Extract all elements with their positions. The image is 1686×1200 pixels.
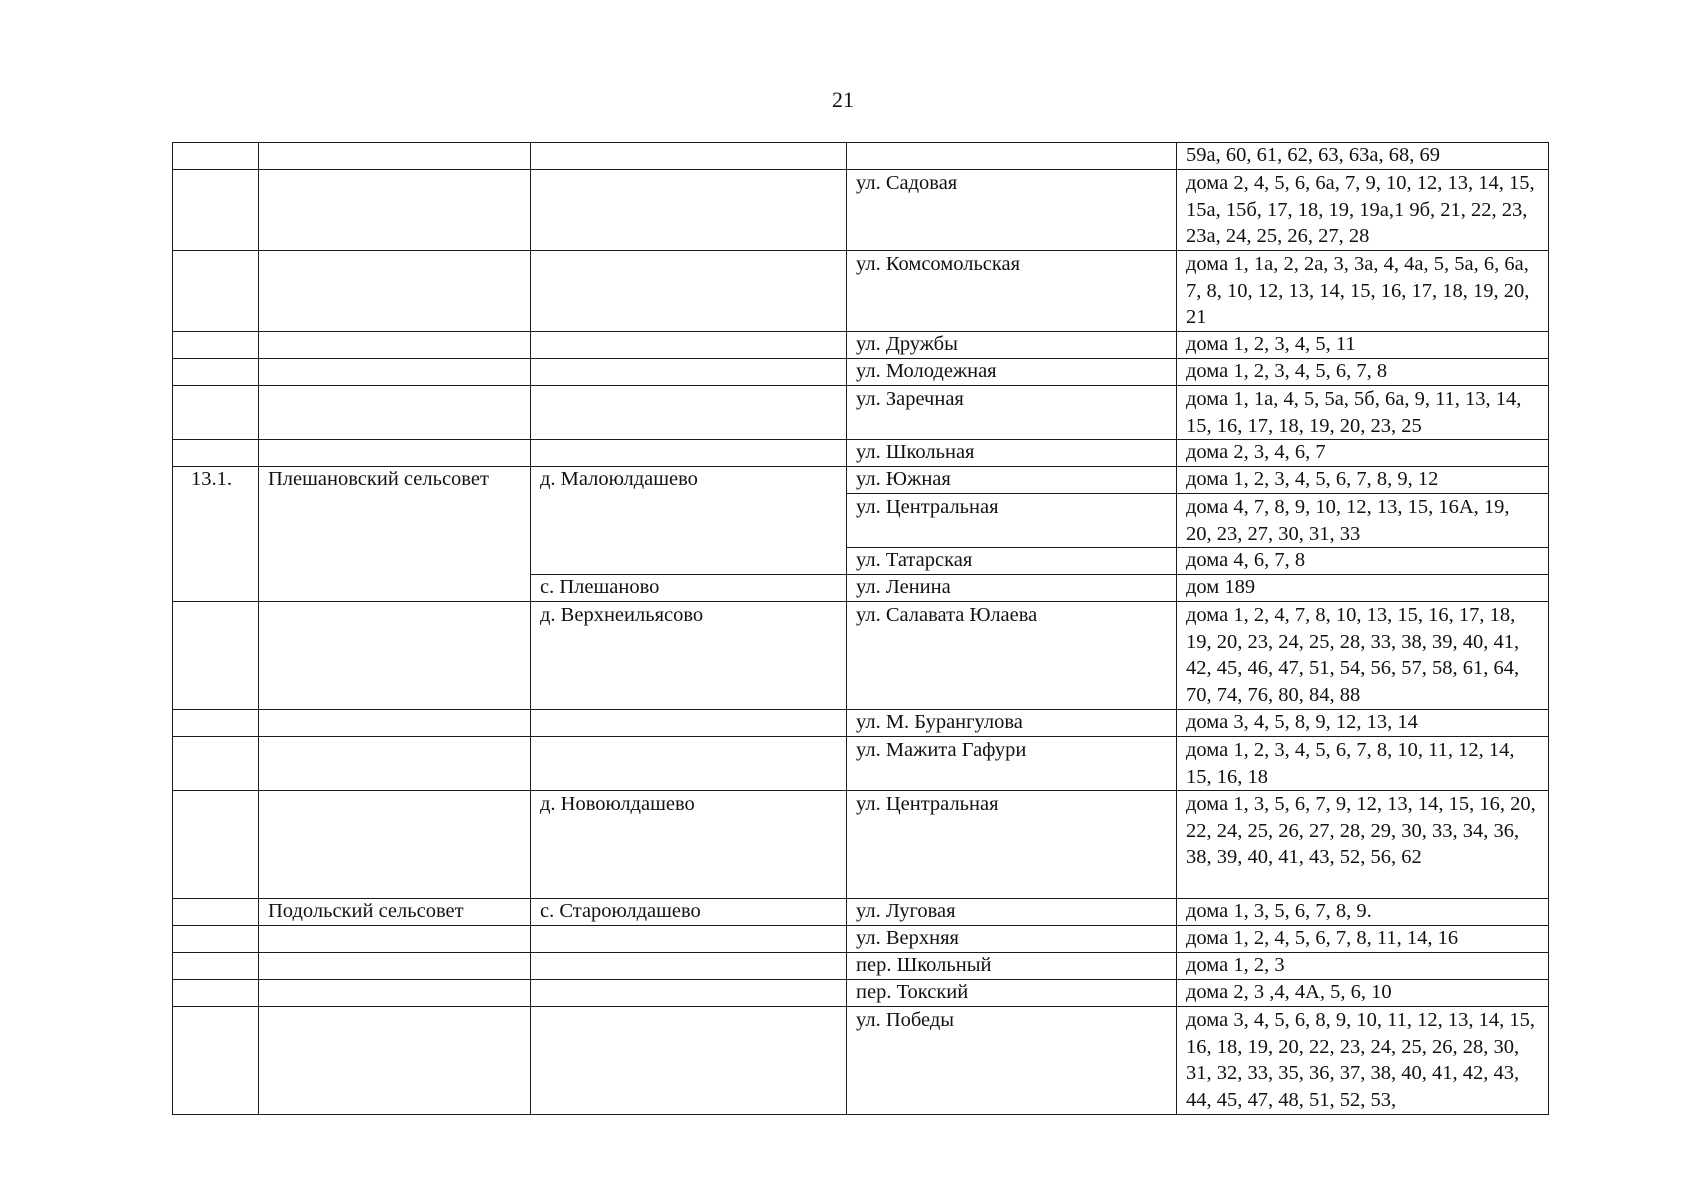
number-cell (173, 791, 259, 899)
houses-cell: дома 2, 4, 5, 6, 6а, 7, 9, 10, 12, 13, 14, 15, 15а, 15б, 17, 18, 19, 19а,1 9б, 21, 22, 23, 23а, 24, 25, 26, 27, 28 (1177, 170, 1549, 251)
council-cell (259, 386, 531, 440)
street-cell: ул. Заречная (847, 386, 1177, 440)
number-cell (173, 251, 259, 332)
street-cell: ул. Победы (847, 1007, 1177, 1115)
number-cell (173, 170, 259, 251)
table-row (173, 602, 1549, 710)
table-row (173, 980, 1549, 1007)
council-cell (259, 926, 531, 953)
settlement-cell: д. Новоюлдашево (531, 791, 847, 899)
council-cell (259, 1007, 531, 1115)
council-cell (259, 251, 531, 332)
number-cell (173, 386, 259, 440)
settlement-cell (531, 332, 847, 359)
street-cell: ул. М. Бурангулова (847, 710, 1177, 737)
houses-cell: дом 189 (1177, 575, 1549, 602)
street-cell: ул. Татарская (847, 548, 1177, 575)
table-row (173, 737, 1549, 791)
houses-cell: дома 2, 3, 4, 6, 7 (1177, 440, 1549, 467)
settlement-cell (531, 1007, 847, 1115)
houses-cell: дома 1, 2, 3, 4, 5, 6, 7, 8, 10, 11, 12, 14, 15, 16, 18 (1177, 737, 1549, 791)
table-row (173, 440, 1549, 467)
houses-cell: дома 4, 7, 8, 9, 10, 12, 13, 15, 16А, 19, 20, 23, 27, 30, 31, 33 (1177, 494, 1549, 548)
settlement-cell (531, 143, 847, 170)
settlement-cell (531, 926, 847, 953)
street-cell: пер. Токский (847, 980, 1177, 1007)
council-cell: Подольский сельсовет (259, 899, 531, 926)
number-cell (173, 1007, 259, 1115)
table-row (173, 1007, 1549, 1115)
settlement-cell (531, 440, 847, 467)
street-cell: ул. Верхняя (847, 926, 1177, 953)
houses-cell: дома 4, 6, 7, 8 (1177, 548, 1549, 575)
settlement-cell (531, 980, 847, 1007)
council-cell (259, 170, 531, 251)
houses-cell: 59а, 60, 61, 62, 63, 63а, 68, 69 (1177, 143, 1549, 170)
table-row (173, 170, 1549, 251)
street-cell: ул. Школьная (847, 440, 1177, 467)
street-cell: ул. Комсомольская (847, 251, 1177, 332)
table-row (173, 899, 1549, 926)
council-cell (259, 440, 531, 467)
houses-cell: дома 1, 2, 3 (1177, 953, 1549, 980)
number-cell (173, 953, 259, 980)
street-cell (847, 143, 1177, 170)
street-cell: ул. Садовая (847, 170, 1177, 251)
settlement-cell (531, 710, 847, 737)
table-row (173, 710, 1549, 737)
settlement-cell (531, 251, 847, 332)
houses-cell: дома 1, 2, 3, 4, 5, 11 (1177, 332, 1549, 359)
council-cell (259, 332, 531, 359)
settlement-cell (531, 737, 847, 791)
houses-cell: дома 1, 2, 3, 4, 5, 6, 7, 8 (1177, 359, 1549, 386)
street-cell: ул. Южная (847, 467, 1177, 494)
table-row (173, 251, 1549, 332)
number-cell: 13.1. (173, 467, 259, 602)
council-cell (259, 359, 531, 386)
table-row (173, 386, 1549, 440)
council-cell (259, 710, 531, 737)
table-row (173, 791, 1549, 899)
number-cell (173, 143, 259, 170)
houses-cell: дома 3, 4, 5, 8, 9, 12, 13, 14 (1177, 710, 1549, 737)
street-cell: ул. Салавата Юлаева (847, 602, 1177, 710)
settlement-cell: д. Верхнеильясово (531, 602, 847, 710)
houses-cell: дома 2, 3 ,4, 4А, 5, 6, 10 (1177, 980, 1549, 1007)
street-cell: ул. Молодежная (847, 359, 1177, 386)
number-cell (173, 602, 259, 710)
table-row (173, 332, 1549, 359)
address-table (172, 142, 1549, 1115)
table-row (173, 467, 1549, 494)
council-cell (259, 737, 531, 791)
number-cell (173, 926, 259, 953)
table-row (173, 953, 1549, 980)
settlement-cell (531, 386, 847, 440)
table-row (173, 143, 1549, 170)
houses-cell: дома 1, 1а, 2, 2а, 3, 3а, 4, 4а, 5, 5а, 6, 6а, 7, 8, 10, 12, 13, 14, 15, 16, 17, 18, 19, 20, 21 (1177, 251, 1549, 332)
table-row (173, 926, 1549, 953)
houses-cell: дома 1, 3, 5, 6, 7, 8, 9. (1177, 899, 1549, 926)
settlement-cell (531, 170, 847, 251)
houses-cell: дома 1, 2, 4, 7, 8, 10, 13, 15, 16, 17, 18, 19, 20, 23, 24, 25, 28, 33, 38, 39, 40, 41, 42, 45, 46, 47, 51, 54, 56, 57, 58, 61, 64, 70, 74, 76, 80, 84, 88 (1177, 602, 1549, 710)
street-cell: ул. Дружбы (847, 332, 1177, 359)
street-cell: ул. Центральная (847, 494, 1177, 548)
houses-cell: дома 1, 3, 5, 6, 7, 9, 12, 13, 14, 15, 16, 20, 22, 24, 25, 26, 27, 28, 29, 30, 33, 34, 36, 38, 39, 40, 41, 43, 52, 56, 62 (1177, 791, 1549, 899)
council-cell (259, 980, 531, 1007)
page-number: 21 (832, 87, 854, 112)
number-cell (173, 710, 259, 737)
settlement-cell: с. Староюлдашево (531, 899, 847, 926)
street-cell: ул. Центральная (847, 791, 1177, 899)
settlement-cell: с. Плешаново (531, 575, 847, 602)
houses-cell: дома 1, 2, 4, 5, 6, 7, 8, 11, 14, 16 (1177, 926, 1549, 953)
settlement-cell: д. Малоюлдашево (531, 467, 847, 575)
number-cell (173, 359, 259, 386)
council-cell (259, 791, 531, 899)
number-cell (173, 440, 259, 467)
houses-cell: дома 1, 2, 3, 4, 5, 6, 7, 8, 9, 12 (1177, 467, 1549, 494)
number-cell (173, 899, 259, 926)
council-cell: Плешановский сельсовет (259, 467, 531, 602)
houses-cell: дома 1, 1а, 4, 5, 5а, 5б, 6а, 9, 11, 13, 14, 15, 16, 17, 18, 19, 20, 23, 25 (1177, 386, 1549, 440)
houses-cell: дома 3, 4, 5, 6, 8, 9, 10, 11, 12, 13, 14, 15, 16, 18, 19, 20, 22, 23, 24, 25, 26, 28, 30, 31, 32, 33, 35, 36, 37, 38, 40, 41, 42, 43, 44, 45, 47, 48, 51, 52, 53, (1177, 1007, 1549, 1115)
settlement-cell (531, 359, 847, 386)
number-cell (173, 332, 259, 359)
street-cell: пер. Школьный (847, 953, 1177, 980)
street-cell: ул. Мажита Гафури (847, 737, 1177, 791)
street-cell: ул. Ленина (847, 575, 1177, 602)
street-cell: ул. Луговая (847, 899, 1177, 926)
council-cell (259, 143, 531, 170)
council-cell (259, 602, 531, 710)
table-row (173, 359, 1549, 386)
settlement-cell (531, 953, 847, 980)
number-cell (173, 737, 259, 791)
council-cell (259, 953, 531, 980)
number-cell (173, 980, 259, 1007)
